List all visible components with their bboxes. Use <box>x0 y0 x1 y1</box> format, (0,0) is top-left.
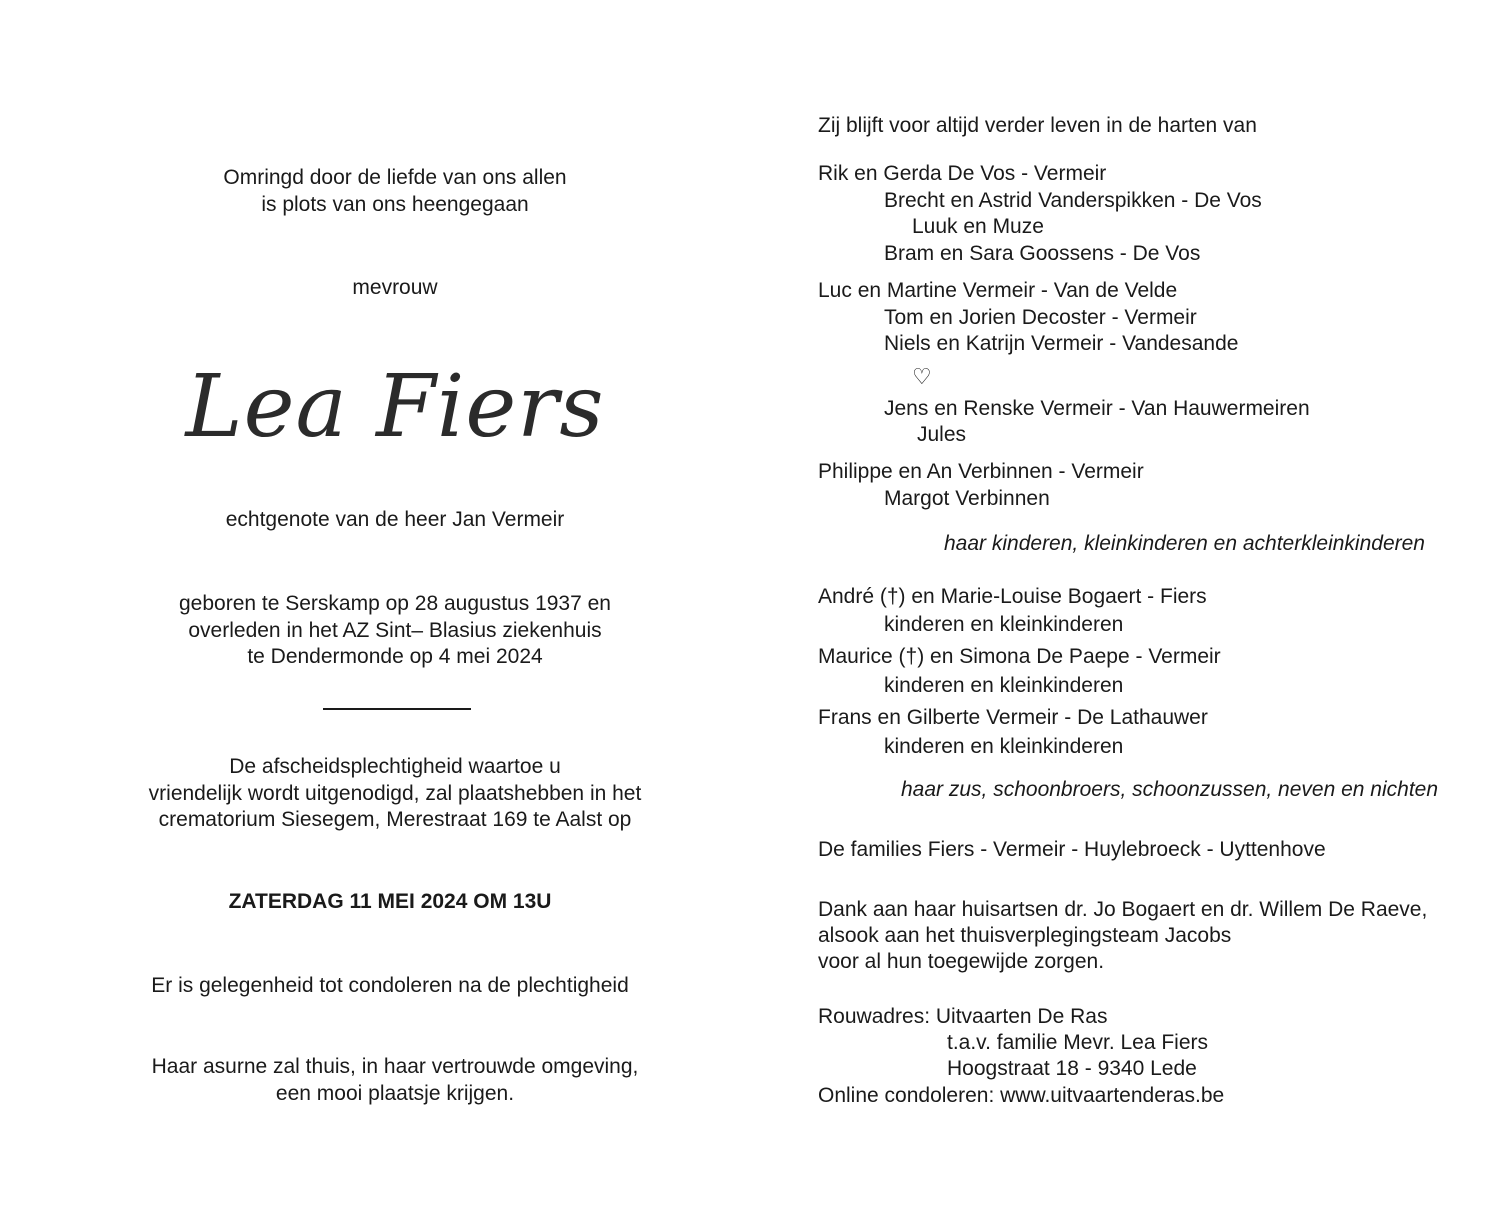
grandchild-line: Bram en Sara Goossens - De Vos <box>884 242 1201 265</box>
online-condolence-link[interactable]: Online condoleren: www.uitvaartenderas.be <box>818 1084 1225 1107</box>
grandchild-line: Jens en Renske Vermeir - Van Hauwermeiren <box>884 397 1310 420</box>
deceased-name: Lea Fiers <box>185 357 605 457</box>
divider-line <box>323 708 471 710</box>
child-family-line: Philippe en An Verbinnen - Vermeir <box>818 460 1144 483</box>
sibling-descendants-line: kinderen en kleinkinderen <box>884 735 1124 758</box>
sibling-family-line: Frans en Gilberte Vermeir - De Lathauwer <box>818 706 1208 729</box>
sibling-descendants-line: kinderen en kleinkinderen <box>884 613 1124 636</box>
address-line: Hoogstraat 18 - 9340 Lede <box>947 1057 1197 1080</box>
ceremony-datetime: ZATERDAG 11 MEI 2024 OM 13U <box>228 890 552 913</box>
heart-icon: ♡ <box>912 365 932 390</box>
grandchild-line: Niels en Katrijn Vermeir - Vandesande <box>884 332 1239 355</box>
thanks-text: Dank aan haar huisartsen dr. Jo Bogaert en dr. Willem De Raeve, alsook aan het thuisverplegingsteam Jacobs voor al hun toegewijde zorgen. <box>818 898 1428 973</box>
intro-text: Omringd door de liefde van ons allen is plots van ons heengegaan <box>223 166 567 216</box>
urn-text: Haar asurne zal thuis, in haar vertrouwde omgeving, een mooi plaatsje krijgen. <box>151 1055 639 1105</box>
grandchild-line: Margot Verbinnen <box>884 487 1050 510</box>
sibling-descendants-line: kinderen en kleinkinderen <box>884 674 1124 697</box>
child-family-line: Luc en Martine Vermeir - Van de Velde <box>818 279 1178 302</box>
children-caption: haar kinderen, kleinkinderen en achterkleinkinderen <box>944 532 1425 555</box>
grandchild-line: Brecht en Astrid Vanderspikken - De Vos <box>884 189 1262 212</box>
families-line: De families Fiers - Vermeir - Huylebroeck - Uyttenhove <box>818 838 1326 861</box>
child-family-line: Rik en Gerda De Vos - Vermeir <box>818 162 1107 185</box>
great-grandchild-line: Luuk en Muze <box>912 215 1044 238</box>
spouse-text: echtgenote van de heer Jan Vermeir <box>225 508 565 531</box>
birth-death-text: geboren te Serskamp op 28 augustus 1937 en overleden in het AZ Sint– Blasius ziekenhuis te Dendermonde op 4 mei 2024 <box>179 592 611 668</box>
address-line: t.a.v. familie Mevr. Lea Fiers <box>947 1031 1209 1054</box>
sibling-family-line: André (†) en Marie-Louise Bogaert - Fiers <box>818 585 1207 608</box>
siblings-caption: haar zus, schoonbroers, schoonzussen, neven en nichten <box>901 778 1439 801</box>
mourning-address-label: Rouwadres: Uitvaarten De Ras <box>818 1005 1108 1028</box>
ceremony-text: De afscheidsplechtigheid waartoe u vriendelijk wordt uitgenodigd, zal plaatshebben in het crematorium Siesegem, Merestraat 169 te Aalst op <box>148 755 642 831</box>
mourners-heading: Zij blijft voor altijd verder leven in de harten van <box>818 114 1257 137</box>
grandchild-line: Tom en Jorien Decoster - Vermeir <box>884 306 1197 329</box>
title-mevrouw: mevrouw <box>352 276 438 299</box>
great-grandchild-line: Jules <box>917 423 967 446</box>
sibling-family-line: Maurice (†) en Simona De Paepe - Vermeir <box>818 645 1221 668</box>
condolence-text: Er is gelegenheid tot condoleren na de plechtigheid <box>151 974 629 997</box>
